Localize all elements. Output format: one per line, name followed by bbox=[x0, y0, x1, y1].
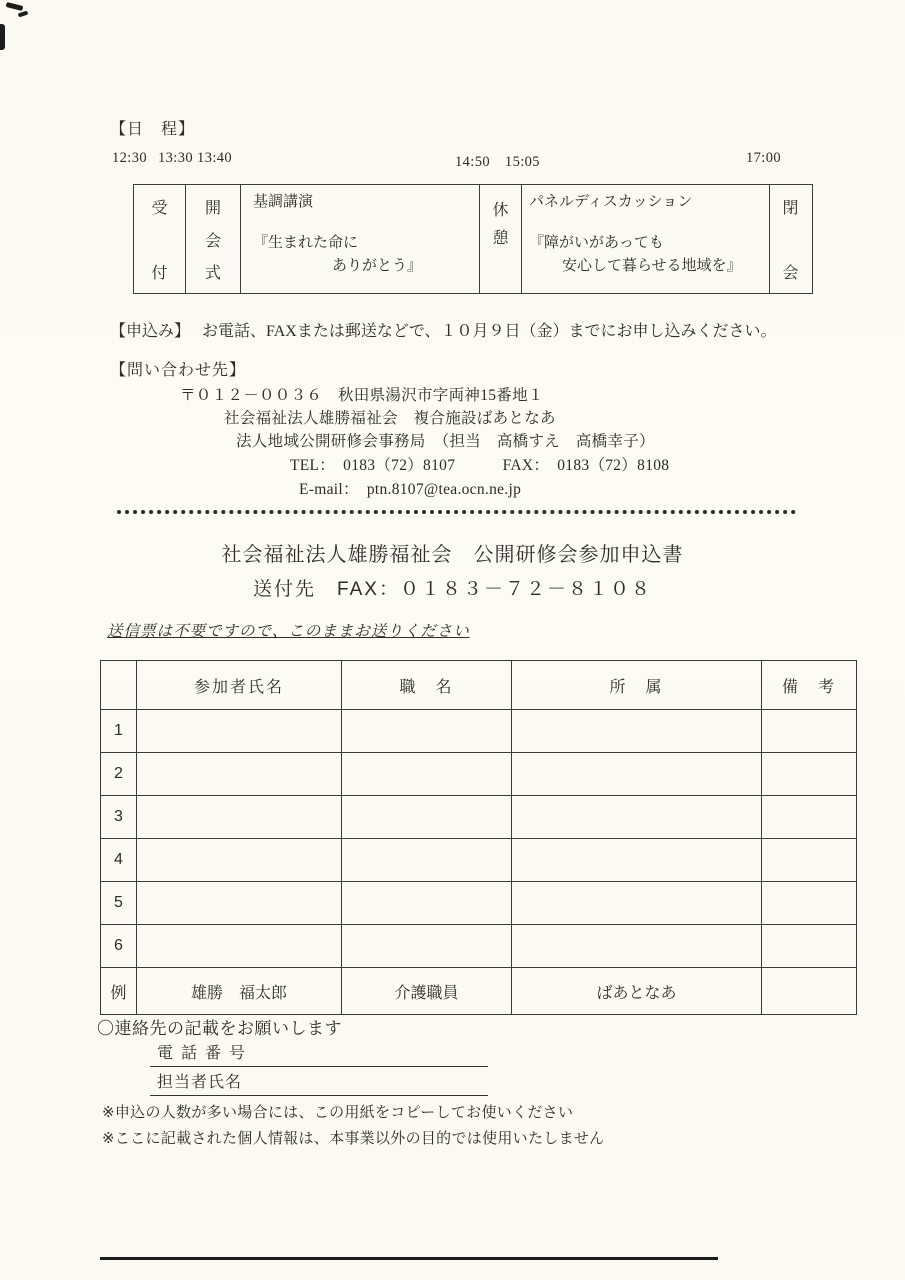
row-number-cell: 5 bbox=[101, 882, 137, 925]
header-participant-name: 参加者氏名 bbox=[137, 661, 342, 710]
scan-artifact bbox=[18, 11, 29, 18]
table-row bbox=[101, 882, 857, 925]
participant-name-cell bbox=[137, 925, 342, 968]
table-row bbox=[101, 839, 857, 882]
contact-office: 法人地域公開研修会事務局 （担当 高橋すえ 高橋幸子） bbox=[236, 433, 655, 450]
contact-organization: 社会福祉法人雄勝福祉会 複合施設ばあとなあ bbox=[224, 410, 556, 427]
participant-name-cell bbox=[137, 710, 342, 753]
participant-name-cell bbox=[137, 882, 342, 925]
row-number-cell: 2 bbox=[101, 753, 137, 796]
job-title-cell bbox=[342, 796, 512, 839]
time-label: 14:50 15:05 bbox=[455, 154, 540, 170]
schedule-section-label: 【日 程】 bbox=[110, 121, 196, 138]
header-job-title: 職 名 bbox=[342, 661, 512, 710]
scan-artifact bbox=[100, 1257, 718, 1260]
schedule-cell-keynote bbox=[241, 185, 480, 293]
affiliation-cell bbox=[512, 882, 762, 925]
scan-artifact bbox=[6, 2, 24, 11]
job-title-cell bbox=[342, 925, 512, 968]
participant-name-cell bbox=[137, 753, 342, 796]
contact-person-label: 担当者氏名 bbox=[157, 1074, 243, 1091]
header-affiliation: 所 属 bbox=[512, 661, 762, 710]
schedule-cell-reception: 受 付 bbox=[134, 185, 186, 293]
participant-table-header bbox=[101, 661, 857, 710]
participant-name-cell: 雄勝 福太郎 bbox=[137, 968, 342, 1015]
phone-number-label: 電話番号 bbox=[157, 1045, 254, 1062]
contact-request-heading: 〇連絡先の記載をお願いします bbox=[97, 1019, 342, 1038]
table-row bbox=[101, 968, 857, 1015]
fax-destination: 送付先 FAX：０１８３－７２－８１０８ bbox=[253, 579, 652, 600]
contact-email: E-mail： ptn.8107@tea.ocn.ne.jp bbox=[299, 481, 522, 498]
header-remarks: 備 考 bbox=[762, 661, 857, 710]
panel-quote-line1: 『障がいがあっても bbox=[529, 234, 664, 251]
participant-name-cell bbox=[137, 839, 342, 882]
affiliation-cell: ばあとなあ bbox=[512, 968, 762, 1015]
remarks-cell bbox=[762, 839, 857, 882]
keynote-quote-line2: ありがとう』 bbox=[332, 258, 423, 274]
job-title-cell bbox=[342, 710, 512, 753]
remarks-cell bbox=[762, 796, 857, 839]
header-row bbox=[101, 661, 857, 710]
phone-number-field bbox=[150, 1040, 488, 1067]
affiliation-cell bbox=[512, 710, 762, 753]
contact-section-label: 【問い合わせ先】 bbox=[110, 362, 247, 379]
dotted-cut-line bbox=[117, 510, 796, 514]
remarks-cell bbox=[762, 968, 857, 1015]
table-row bbox=[101, 710, 857, 753]
time-label: 12:30 bbox=[112, 150, 148, 166]
header-row-number bbox=[101, 661, 137, 710]
schedule-table bbox=[133, 184, 813, 294]
application-text: お電話、FAXまたは郵送などで、１０月９日（金）までにお申し込みください。 bbox=[202, 323, 777, 340]
table-row bbox=[101, 796, 857, 839]
remarks-cell bbox=[762, 925, 857, 968]
schedule-cell-panel bbox=[522, 185, 770, 293]
job-title-cell bbox=[342, 753, 512, 796]
schedule-cell-opening: 開 会 式 bbox=[186, 185, 241, 293]
keynote-heading: 基調講演 bbox=[253, 194, 314, 210]
affiliation-cell bbox=[512, 925, 762, 968]
row-number-cell: 3 bbox=[101, 796, 137, 839]
job-title-cell: 介護職員 bbox=[342, 968, 512, 1015]
application-line bbox=[110, 318, 777, 341]
schedule-cell-closing: 閉 会 bbox=[782, 200, 799, 282]
time-label: 17:00 bbox=[746, 150, 782, 166]
copy-note: ※申込の人数が多い場合には、この用紙をコピーしてお使いください bbox=[102, 1104, 574, 1121]
contact-person-field bbox=[150, 1069, 488, 1096]
schedule-cell-break: 休 憩 bbox=[480, 185, 522, 293]
time-label: 13:30 13:40 bbox=[158, 150, 233, 166]
panel-quote-line2: 安心して暮らせる地域を』 bbox=[562, 258, 742, 274]
application-section-label: 【申込み】 bbox=[110, 323, 191, 340]
row-number-cell: 1 bbox=[101, 710, 137, 753]
row-number-cell: 6 bbox=[101, 925, 137, 968]
affiliation-cell bbox=[512, 839, 762, 882]
participant-table bbox=[100, 660, 857, 1015]
remarks-cell bbox=[762, 882, 857, 925]
remarks-cell bbox=[762, 753, 857, 796]
table-row bbox=[101, 925, 857, 968]
remarks-cell bbox=[762, 710, 857, 753]
affiliation-cell bbox=[512, 796, 762, 839]
participant-name-cell bbox=[137, 796, 342, 839]
send-as-is-note: 送信票は不要ですので、このままお送りください bbox=[107, 623, 470, 640]
keynote-quote-line1: 『生まれた命に bbox=[253, 234, 359, 251]
fax-form-title: 社会福祉法人雄勝福祉会 公開研修会参加申込書 bbox=[221, 544, 684, 566]
affiliation-cell bbox=[512, 753, 762, 796]
panel-heading: パネルディスカッション bbox=[529, 194, 693, 210]
job-title-cell bbox=[342, 882, 512, 925]
scan-artifact bbox=[0, 24, 5, 50]
table-row bbox=[101, 753, 857, 796]
job-title-cell bbox=[342, 839, 512, 882]
row-number-cell: 例 bbox=[101, 968, 137, 1015]
privacy-note: ※ここに記載された個人情報は、本事業以外の目的では使用いたしません bbox=[102, 1130, 605, 1147]
participant-table-body bbox=[101, 710, 857, 1015]
row-number-cell: 4 bbox=[101, 839, 137, 882]
contact-tel-fax: TEL： 0183（72）8107 FAX： 0183（72）8108 bbox=[290, 457, 670, 474]
contact-postal-address: 〒０１２－００３６ 秋田県湯沢市字両神15番地１ bbox=[180, 387, 544, 404]
